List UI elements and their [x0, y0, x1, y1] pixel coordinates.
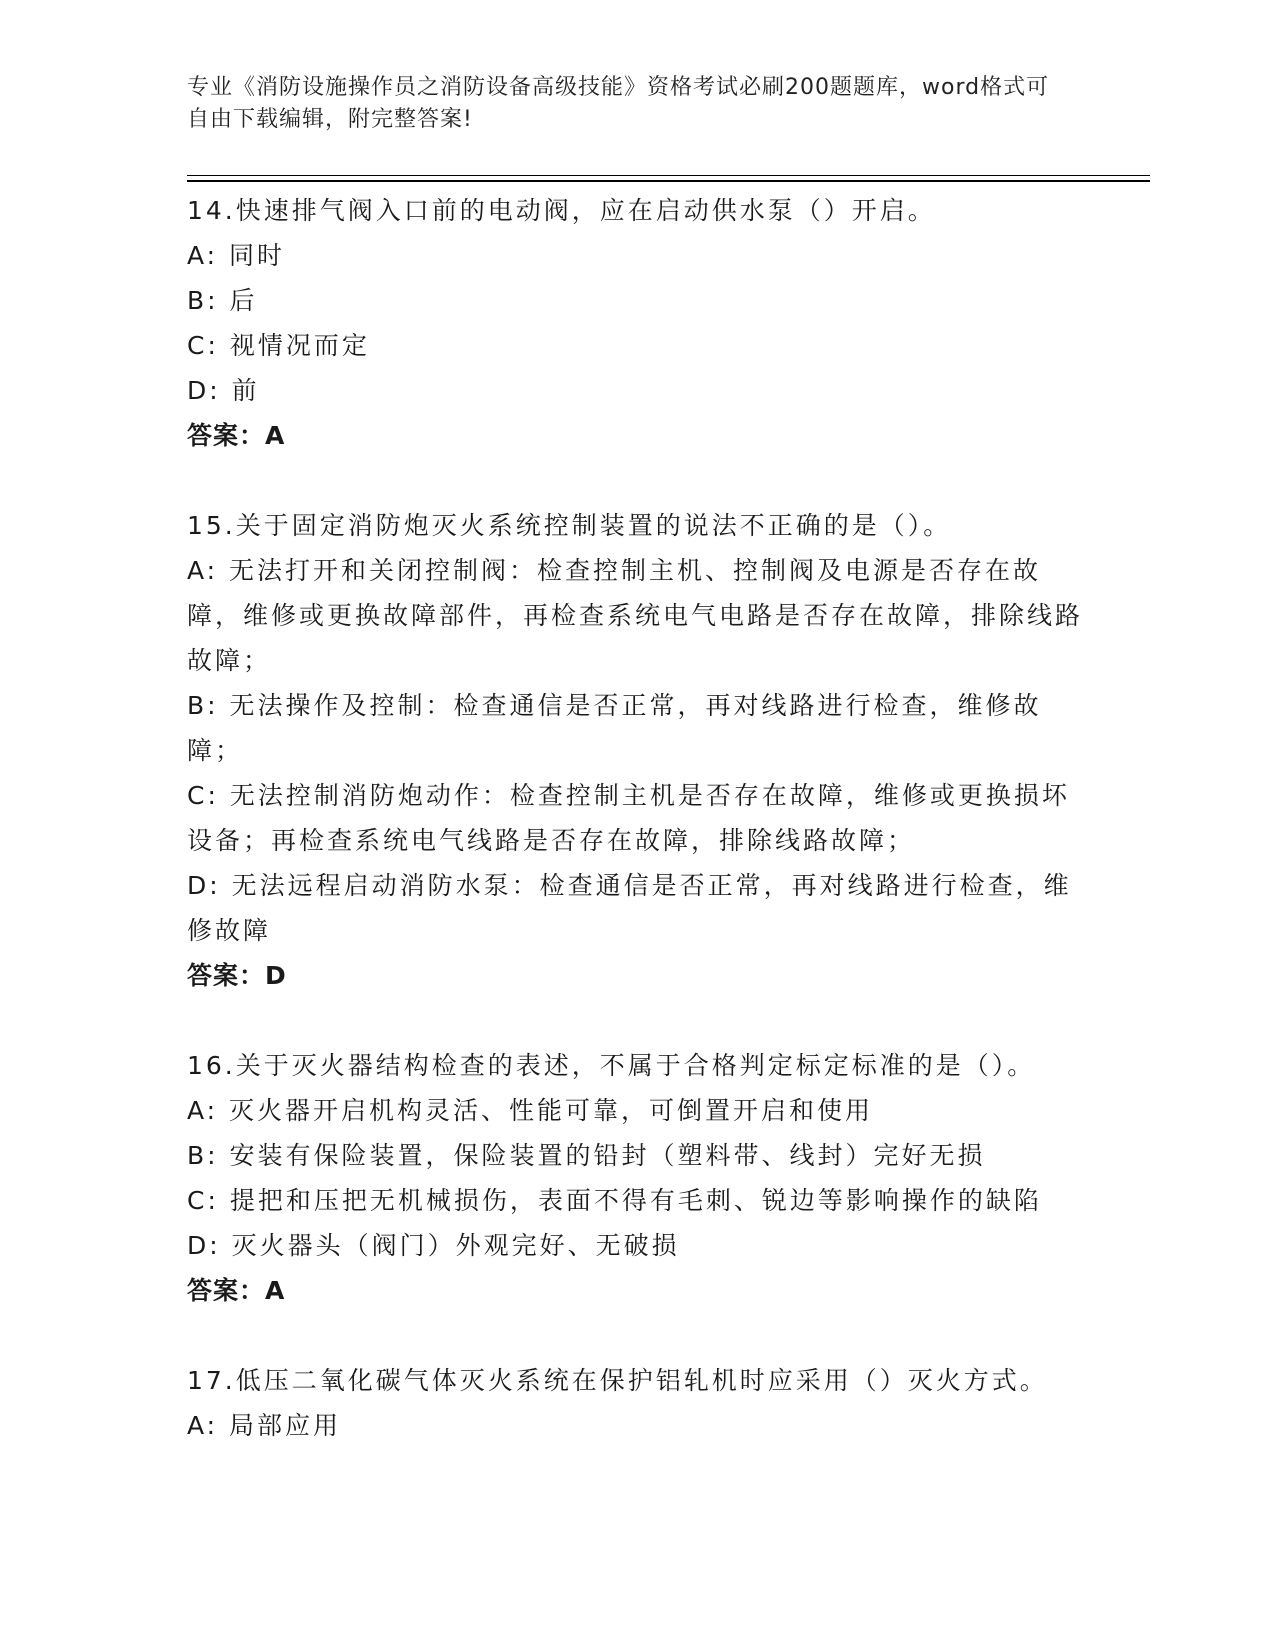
option-a: A: 局部应用: [187, 1411, 342, 1440]
document-header: 专业《消防设施操作员之消防设备高级技能》资格考试必刷200题题库，word格式可自由下载编辑，附完整答案!: [187, 75, 1050, 132]
answer: 答案：D: [187, 961, 287, 990]
question-stem: 17.低压二氧化碳气体灭火系统在保护铝轧机时应采用（）灭火方式。: [187, 1366, 1048, 1395]
question-17: [187, 1358, 1087, 1448]
option-b: B: 安装有保险装置，保险装置的铅封（塑料带、线封）完好无损: [187, 1141, 986, 1170]
question-15: [187, 503, 1087, 998]
answer: 答案：A: [187, 421, 286, 450]
option-c: C: 视情况而定: [187, 331, 370, 360]
option-d: D: 前: [187, 376, 260, 405]
option-c: C: 提把和压把无机械损伤，表面不得有毛刺、锐边等影响操作的缺陷: [187, 1186, 1042, 1215]
header-rule-thin: [187, 175, 1150, 176]
option-a: A: 无法打开和关闭控制阀：检查控制主机、控制阀及电源是否存在故障，维修或更换故障部件，再检查系统电气电路是否存在故障，排除线路故障；: [187, 556, 1084, 675]
header-rule-thick: [187, 180, 1150, 182]
option-a: A: 同时: [187, 241, 286, 270]
option-d: D: 灭火器头（阀门）外观完好、无破损: [187, 1231, 680, 1260]
question-stem: 15.关于固定消防炮灭火系统控制装置的说法不正确的是（）。: [187, 511, 952, 540]
question-14: [187, 188, 1087, 458]
option-d: D: 无法远程启动消防水泵：检查通信是否正常，再对线路进行检查，维修故障: [187, 871, 1072, 945]
option-a: A: 灭火器开启机构灵活、性能可靠，可倒置开启和使用: [187, 1096, 874, 1125]
answer: 答案：A: [187, 1276, 286, 1305]
option-c: C: 无法控制消防炮动作：检查控制主机是否存在故障，维修或更换损坏设备；再检查系统电气线路是否存在故障，排除线路故障；: [187, 781, 1070, 855]
question-16: [187, 1043, 1087, 1313]
question-stem: 14.快速排气阀入口前的电动阀，应在启动供水泵（）开启。: [187, 196, 936, 225]
option-b: B: 无法操作及控制：检查通信是否正常，再对线路进行检查，维修故障；: [187, 691, 1042, 765]
question-list: [187, 188, 1087, 1448]
option-b: B: 后: [187, 286, 258, 315]
question-stem: 16.关于灭火器结构检查的表述，不属于合格判定标定标准的是（）。: [187, 1051, 1036, 1080]
